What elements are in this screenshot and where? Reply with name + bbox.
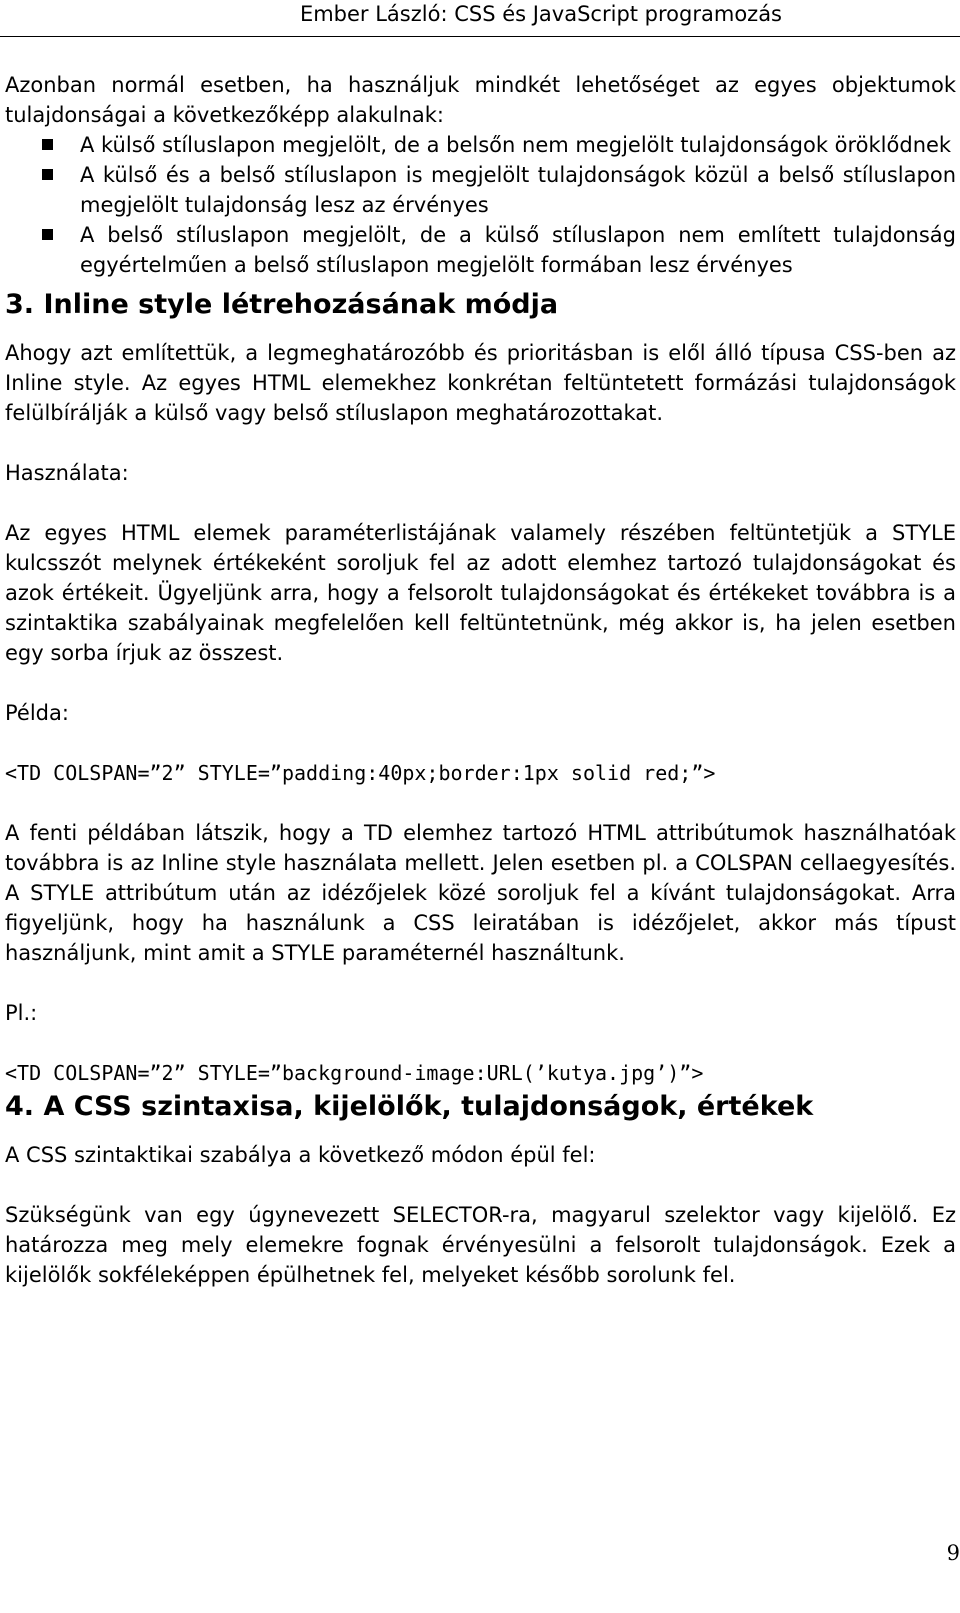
code-example-2: <TD COLSPAN=”2” STYLE=”background-image:URL(’kutya.jpg’)”>	[5, 1061, 704, 1085]
usage-label: Használata:	[5, 461, 129, 485]
section-4-heading: 4. A CSS szintaxisa, kijelölők, tulajdonságok, értékek	[5, 1091, 814, 1122]
example-label: Példa:	[5, 701, 69, 725]
list-item-text: A belső stíluslapon megjelölt, de a külső stíluslapon nem említett tulajdonság egyértelműen a belső stíluslapon megjelölt formában lesz érvényes	[80, 223, 956, 277]
section-3-paragraph-1: Ahogy azt említettük, a legmeghatározóbb és prioritásban is elől álló típusa CSS-ben az Inline style. Az egyes HTML elemekhez konkrétan feltüntetett formázási tulajdonságok felülbírálják a külső vagy belső stíluslapon meghatározottakat.	[5, 341, 956, 425]
page-number: 9	[946, 1541, 960, 1565]
header-divider	[0, 36, 960, 37]
section-3-paragraph-3: A fenti példában látszik, hogy a TD elemhez tartozó HTML attribútumok használhatóak továbbra is az Inline style használata mellett. Jelen esetben pl. a COLSPAN cellaegyesítés. A STYLE attribútum után az idézőjelek közé soroljuk fel a kívánt tulajdonságokat. Arra figyeljünk, hogy ha használunk a CSS leiratában is idézőjelet, akkor más típust használjunk, mint amit a STYLE paraméternél használtunk.	[5, 821, 956, 965]
page-content	[5, 70, 956, 1290]
square-bullet-icon	[42, 139, 53, 150]
bullet-list	[5, 130, 956, 280]
list-item-text: A külső stíluslapon megjelölt, de a belsőn nem megjelölt tulajdonságok öröklődnek	[80, 133, 952, 157]
list-item-text: A külső és a belső stíluslapon is megjelölt tulajdonságok közül a belső stíluslapon megjelölt tulajdonság lesz az érvényes	[80, 163, 956, 217]
section-4-paragraph-1: A CSS szintaktikai szabálya a következő módon épül fel:	[5, 1143, 596, 1167]
intro-paragraph: Azonban normál esetben, ha használjuk mindkét lehetőséget az egyes objektumok tulajdonságai a következőképp alakulnak:	[5, 73, 956, 127]
section-3-heading: 3. Inline style létrehozásának módja	[5, 289, 559, 320]
square-bullet-icon	[42, 169, 53, 180]
list-item	[5, 130, 956, 160]
code-example-1: <TD COLSPAN=”2” STYLE=”padding:40px;border:1px solid red;”>	[5, 761, 716, 785]
section-3-paragraph-2: Az egyes HTML elemek paraméterlistájának valamely részében feltüntetjük a STYLE kulcsszót melynek értékeként soroljuk fel az adott elemhez tartozó tulajdonságokat és azok értékeit. Ügyeljünk arra, hogy a felsorolt tulajdonságokat és értékeket továbbra is a szintaktika szabályainak megfelelően kell feltüntetnünk, még akkor is, ha jelen esetben egy sorba írjuk az összest.	[5, 521, 956, 665]
example-2-label: Pl.:	[5, 1001, 38, 1025]
list-item	[5, 160, 956, 220]
list-item	[5, 220, 956, 280]
square-bullet-icon	[42, 229, 53, 240]
section-4-paragraph-2: Szükségünk van egy úgynevezett SELECTOR-ra, magyarul szelektor vagy kijelölő. Ez határozza meg mely elemekre fognak érvényesülni a felsorolt tulajdonságok. Ezek a kijelölők sokféleképpen épülhetnek fel, melyeket később sorolunk fel.	[5, 1203, 956, 1287]
running-header: Ember László: CSS és JavaScript programozás	[299, 2, 782, 26]
